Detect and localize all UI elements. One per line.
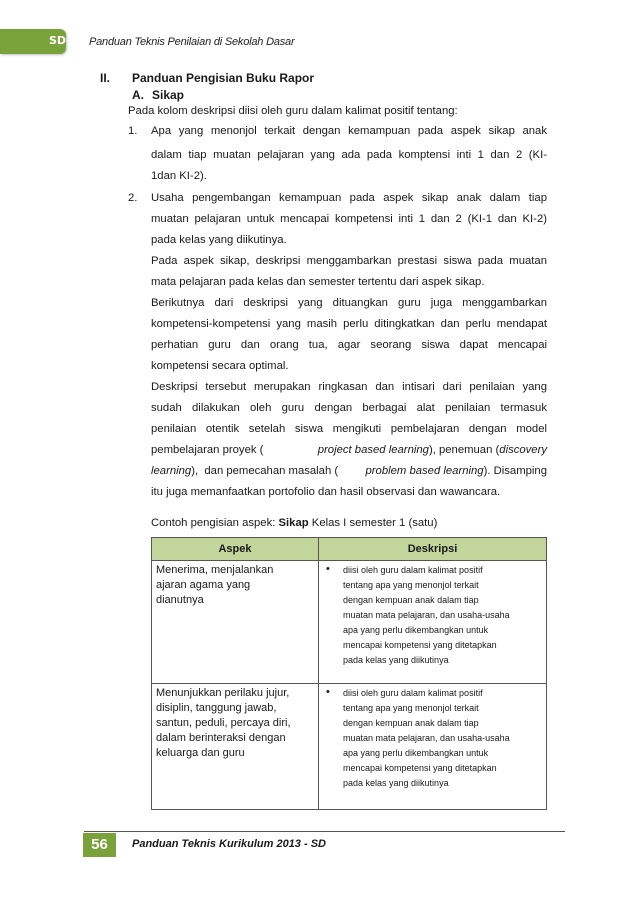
para-3-line-5: learning), dan pemecahan masalah ( problem based learning). Disamping [151, 465, 547, 477]
aspek-cell: Menunjukkan perilaku jujur, disiplin, tanggung jawab, santun, peduli, percaya diri, dalam berinteraksi dengan keluarga dan guru [152, 684, 319, 810]
item-2-line-1: Usaha pengembangan kemampuan pada aspek sikap anak dalam tiap [151, 192, 547, 204]
para-2-line-4: kompetensi secara optimal. [151, 360, 289, 372]
item-1-line-3: 1dan KI-2). [151, 170, 207, 182]
para-2-line-3: perhatian guru dan orang tua, agar seorang siswa dapat mencapai [151, 339, 547, 351]
term-project-based-learning: project based learning [317, 444, 429, 456]
sd-badge-label: SD [49, 34, 67, 47]
footer-title: Panduan Teknis Kurikulum 2013 - SD [132, 838, 326, 850]
para-1-line-2: mata pelajaran pada kelas dan semester tertentu dari aspek sikap. [151, 276, 485, 288]
header-aspek: Aspek [152, 538, 319, 561]
table-header-row [152, 538, 547, 561]
item-1-line-1: Apa yang menonjol terkait dengan kemampuan pada aspek sikap anak [151, 125, 547, 137]
bullet-icon: • [326, 686, 330, 698]
item-2-line-3: pada kelas yang diikutinya. [151, 234, 287, 246]
para-3-line-6: itu juga memanfaatkan portofolio dan hasil observasi dan wawancara. [151, 486, 501, 498]
para-3-line-2: sudah dilakukan oleh guru dengan berbagai alat penilaian termasuk [151, 402, 547, 414]
page-number: 56 [83, 833, 116, 857]
para-3-text: pembelajaran proyek ( [151, 444, 264, 456]
term-discovery: discovery [499, 444, 547, 456]
para-1-line-1: Pada aspek sikap, deskripsi menggambarkan prestasi siswa pada muatan [151, 255, 547, 267]
header-deskripsi: Deskripsi [319, 538, 547, 561]
footer-divider [84, 831, 565, 832]
bullet-icon: • [326, 563, 330, 575]
para-2-line-2: kompetensi-kompetensi yang masih perlu ditingkatkan dan perlu mendapat [151, 318, 547, 330]
section-title: Panduan Pengisian Buku Rapor [132, 71, 315, 85]
deskripsi-cell: • diisi oleh guru dalam kalimat positif tentang apa yang menonjol terkait dengan kempuan anak dalam tiap muatan mata pelajaran, dan usaha-usaha apa yang perlu dikembangkan untuk mencapai kompetensi yang ditetapkan pada kelas yang diikutinya [319, 684, 547, 810]
example-bold: Sikap [278, 517, 309, 529]
item-1-line-2: dalam tiap muatan pelajaran yang ada pada komptensi inti 1 dan 2 (KI- [151, 149, 547, 161]
item-2-number: 2. [128, 192, 138, 204]
para-2-line-1: Berikutnya dari deskripsi yang dituangkan guru juga menggambarkan [151, 297, 547, 309]
rapor-table [151, 537, 547, 810]
deskripsi-cell: • diisi oleh guru dalam kalimat positif tentang apa yang menonjol terkait dengan kempuan anak dalam tiap muatan mata pelajaran, dan usaha-usaha apa yang perlu dikembangkan untuk mencapai kompetensi yang ditetapkan pada kelas yang diikutinya [319, 561, 547, 684]
para-3-line-1: Deskripsi tersebut merupakan ringkasan dan intisari dari penilaian yang [151, 381, 547, 393]
intro-text: Pada kolom deskripsi diisi oleh guru dalam kalimat positif tentang: [128, 105, 458, 117]
item-2-line-2: muatan pelajaran untuk mencapai kompetensi inti 1 dan 2 (KI-1 dan KI-2) [151, 213, 547, 225]
sd-badge [0, 29, 66, 54]
header-title: Panduan Teknis Penilaian di Sekolah Dasar [89, 36, 295, 48]
section-number: II. [100, 71, 111, 85]
subsection-letter: A. [132, 88, 144, 102]
term-problem-based-learning: problem based learning [365, 465, 484, 477]
example-caption: Contoh pengisian aspek: Sikap Kelas I semester 1 (satu) [151, 517, 438, 529]
table-row [152, 684, 547, 810]
para-3-line-3: penilaian otentik setelah siswa mengikuti pembelajaran dengan model [151, 423, 547, 435]
item-1-number: 1. [128, 125, 138, 137]
para-3-line-4: pembelajaran proyek ( project based learning), penemuan (discovery [151, 440, 547, 460]
table-row [152, 561, 547, 684]
subsection-title: Sikap [152, 88, 185, 102]
term-learning: learning [151, 465, 192, 477]
aspek-cell: Menerima, menjalankan ajaran agama yang dianutnya [152, 561, 319, 684]
